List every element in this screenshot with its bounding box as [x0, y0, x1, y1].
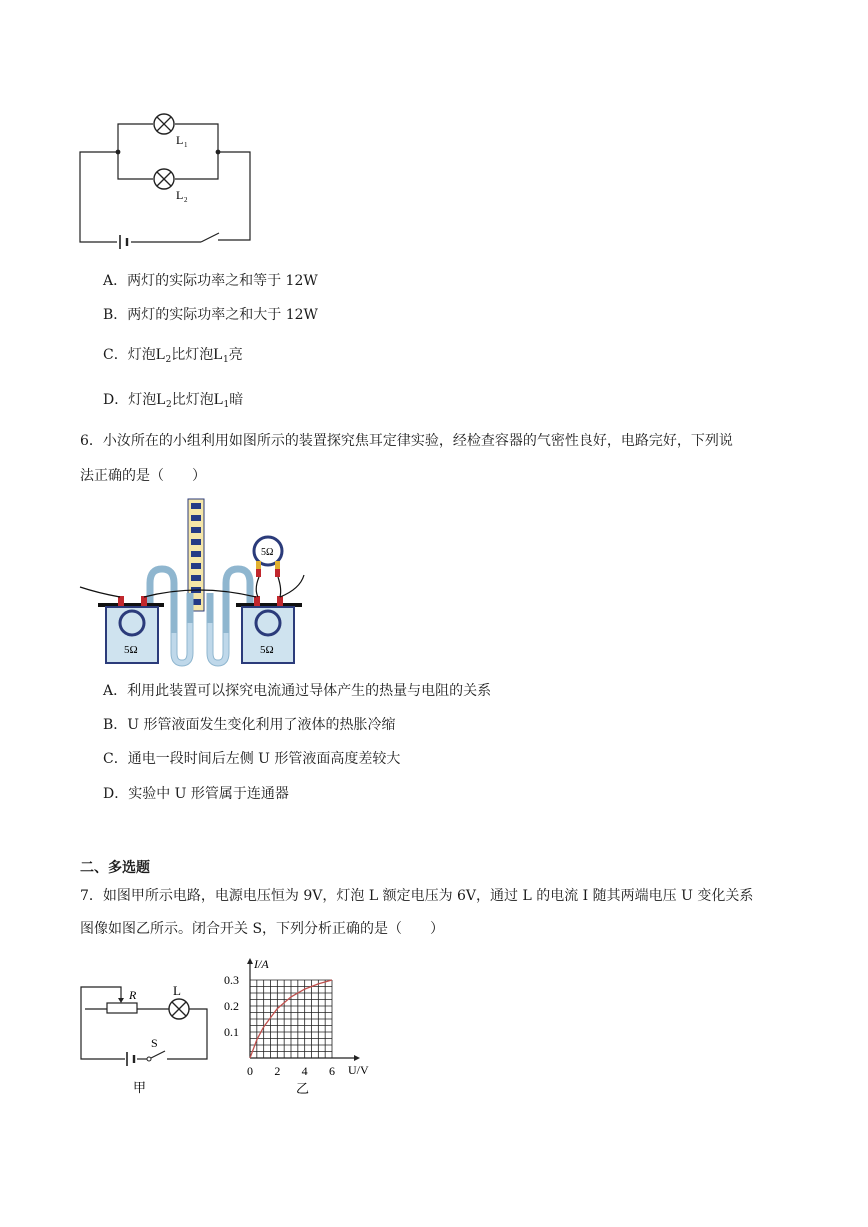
q6-stem-line2: 法正确的是（ ） [80, 468, 206, 484]
lamp1-subscript: 1 [184, 141, 188, 149]
x-axis-label: U/V [348, 1063, 369, 1077]
switch-label: S [151, 1036, 158, 1050]
option-text: 比灯泡 [171, 392, 214, 408]
q7-circuit-diagram [75, 975, 215, 1100]
figure-caption: 乙 [296, 1081, 310, 1096]
lamp-icon [169, 999, 189, 1019]
lamp-subscript: 2 [165, 355, 172, 365]
option-text: D．灯泡 [103, 392, 157, 408]
q5-option-a[interactable]: A．两灯的实际功率之和等于 12W [103, 273, 318, 289]
figure-caption: 甲 [133, 1080, 147, 1095]
lamp-symbol: L [155, 346, 166, 363]
lamp2-subscript: 2 [184, 196, 188, 204]
left-resistor-label: 5Ω [124, 644, 138, 656]
x-tick-label: 6 [329, 1064, 335, 1078]
q6-option-b[interactable]: B．U 形管液面发生变化利用了液体的热胀冷缩 [103, 717, 396, 733]
lamp-subscript: 2 [166, 400, 172, 410]
lamp-icon [154, 169, 174, 189]
q6-option-d[interactable]: D．实验中 U 形管属于连通器 [103, 786, 289, 802]
option-text: 比灯泡 [171, 347, 214, 363]
lamp-label: L [173, 983, 181, 998]
q5-circuit-diagram [75, 112, 265, 250]
option-text: 亮 [228, 347, 243, 363]
q6-stem-line1: 6．小汝所在的小组利用如图所示的装置探究焦耳定律实验，经检查容器的气密性良好，电路完好，下列说 [80, 433, 733, 449]
rheostat-label: R [129, 988, 137, 1002]
section-title: 二、多选题 [80, 860, 150, 876]
q5-option-c[interactable] [103, 345, 243, 370]
lamp2-label: L [176, 188, 184, 202]
x-axis-arrow [354, 1055, 360, 1061]
y-axis-arrow [247, 958, 253, 964]
x-tick-label: 2 [274, 1064, 281, 1078]
y-tick-label: 0.1 [224, 1025, 239, 1039]
q7-stem-line1: 7．如图甲所示电路，电源电压恒为 9V，灯泡 L 额定电压为 6V，通过 L 的电流 I 随其两端电压 U 变化关系 [80, 888, 754, 904]
q7-stem-line2: 图像如图乙所示。闭合开关 S，下列分析正确的是（ ） [80, 921, 445, 937]
q6-joule-apparatus [78, 493, 318, 673]
option-text: C．灯泡 [103, 347, 156, 363]
option-text: 暗 [229, 392, 244, 408]
q5-option-b[interactable]: B．两灯的实际功率之和大于 12W [103, 307, 318, 323]
lamp-symbol: L [213, 391, 224, 408]
lamp-symbol: L [156, 391, 167, 408]
x-tick-label: 4 [301, 1064, 308, 1078]
q5-option-d[interactable] [103, 390, 243, 415]
rheostat-icon [107, 1003, 137, 1013]
x-tick-label: 0 [247, 1064, 253, 1078]
q7-iu-graph [222, 950, 382, 1105]
lamp-icon [154, 114, 174, 134]
lamp-subscript: 1 [223, 400, 230, 410]
lamp1-label: L [176, 133, 184, 147]
q6-option-c[interactable]: C．通电一段时间后左侧 U 形管液面高度差较大 [103, 751, 401, 767]
y-tick-label: 0.3 [224, 973, 239, 987]
outside-resistor-label: 5Ω [261, 547, 274, 558]
q6-option-a[interactable]: A．利用此装置可以探究电流通过导体产生的热量与电阻的关系 [103, 683, 492, 699]
right-resistor-label: 5Ω [260, 644, 274, 656]
y-axis-label: I/A [254, 957, 269, 971]
lamp-symbol: L [213, 346, 224, 363]
y-tick-label: 0.2 [224, 999, 239, 1013]
lamp-subscript: 1 [223, 355, 229, 365]
